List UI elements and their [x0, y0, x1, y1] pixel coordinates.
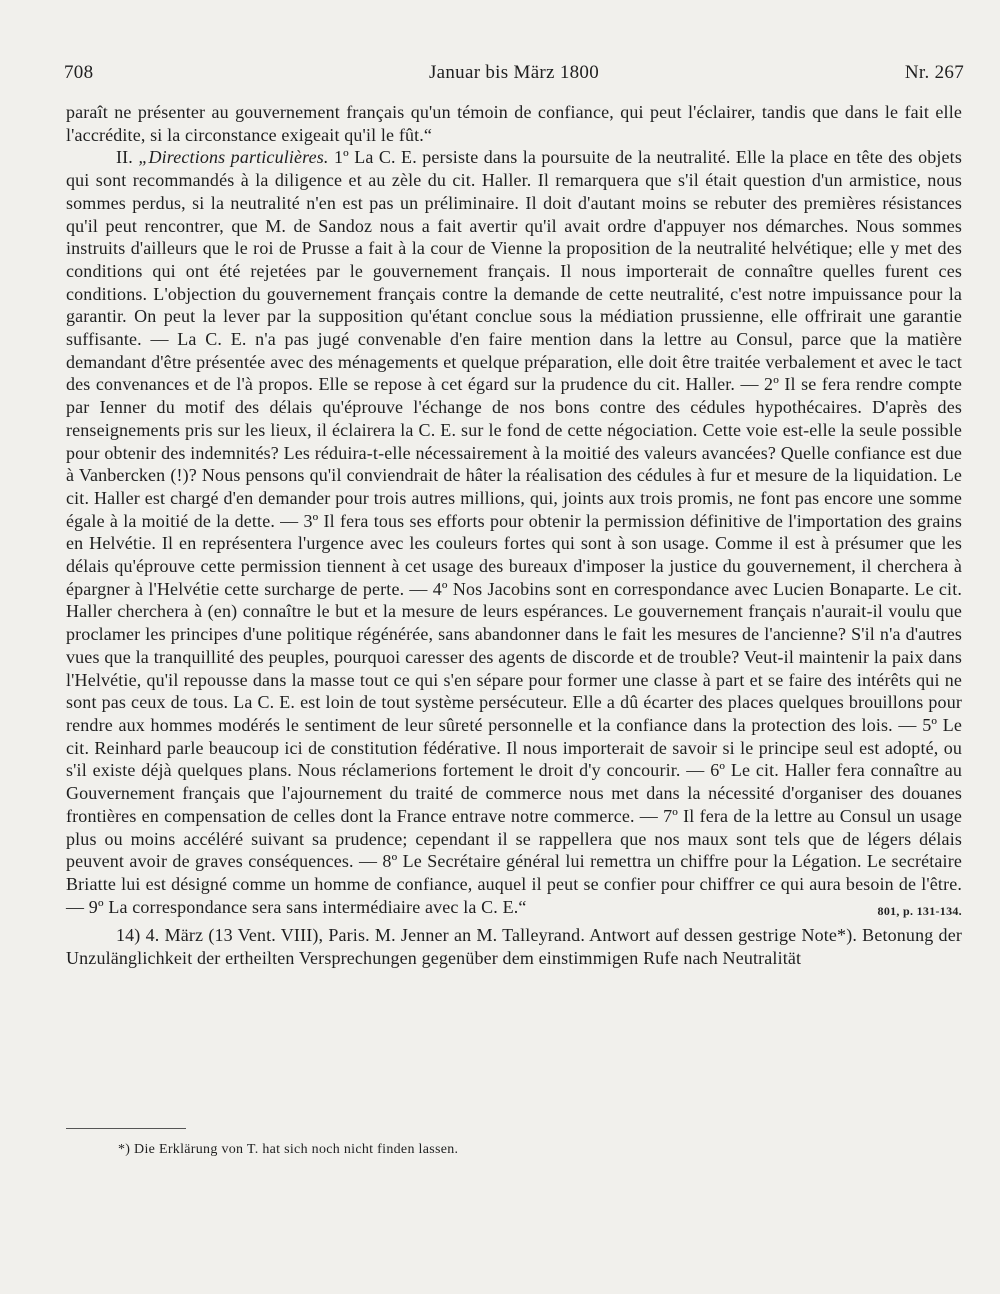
running-title: Januar bis März 1800 — [428, 62, 600, 83]
footnote: *) Die Erklärung von T. hat sich noch nicht finden lassen. — [118, 1142, 459, 1157]
page-number: 708 — [64, 62, 94, 83]
paragraph-body: 1º La C. E. persiste dans la poursuite de la neutralité. Elle la place en tête des objets qui sont recommandés à la diligence et au zèle du cit. Haller. Il remarquera que s'il était question d'un armistice, nous sommes perdus, si la neutralité n'en est pas un préliminaire. Il doit d'autant moins se rebuter des premières résistances qu'il peut rencontrer, que M. de Sandoz nous a fait avertir qu'il avait ordre d'appuyer nos démarches. Nous sommes instruits d'ailleurs que le roi de Prusse a fait à la cour de Vienne la proposition de la neutralité helvétique; elle y met des conditions qui ont été rejetées par le gouvernement français. Il nous importerait de connaître quelles furent ces conditions. L'objection du gouvernement français contre la demande de cette neutralité, c'est notre impuissance pour la garantir. On peut la lever par la supposition qu'étant conclue sous la médiation prussienne, elle offrirait une garantie suffisante. — La C. E. n'a pas jugé convenable d'en faire mention dans la lettre au Consul, parce que la matière demandant d'être présentée avec des ménagements et quelque préparation, elle doit être traitée verbalement et avec le tact des convenances et de l'à propos. Elle se repose à cet égard sur la prudence du cit. Haller. — 2º Il se fera rendre compte par Ienner du motif des délais qu'éprouve l'échange de nos bons contre des cédules hypothécaires. D'après des renseignements pris sur les lieux, il éclairera la C. E. sur le fond de cette négociation. Cette voie est-elle la seule possible pour obtenir des indemnités? Les réduira-t-elle nécessairement à la moitié des valeurs avancées? Quelle confiance est due à Vanbercken (!)? Nous pensons qu'il conviendrait de hâter la réalisation des cédules à fur et mesure de la liquidation. Le cit. Haller est chargé d'en demander pour trois autres millions, qui, joints aux trois promis, ne font pas encore une somme égale à la moitié de la dette. — 3º Il fera tous ses efforts pour obtenir la permission définitive de l'importation des grains en Helvétie. Il en représentera l'urgence avec les couleurs fortes qui sont à son usage. Comme il est à présumer que les délais qu'éprouve cette permission tiennent à cet usage des bureaux d'imposer la justice du gouvernement, il cherchera à épargner à l'Helvétie cette surcharge de perte. — 4º Nos Jacobins sont en correspondance avec Lucien Bonaparte. Le cit. Haller cherchera à (en) connaître le but et la mesure de leurs espérances. Le gouvernement français n'aurait-il voulu que proclamer les principes d'une politique régénérée, sans abandonner dans le fait les mesures de l'ancienne? S'il n'a d'autres vues que la tranquillité des peuples, pourquoi caresser des agents de discorde et de trouble? Veut-il maintenir la paix dans l'Helvétie, qu'il repousse dans la masse tout ce qui s'en sépare pour former une classe à part et se faire des intérêts qui ne sont pas ceux de tous. La C. E. est loin de tout système persécuteur. Elle a dû écarter des places quelques brouillons pour rendre aux hommes modérés le sentiment de leur sûreté personnelle et la confiance dans la protection des lois. — 5º Le cit. Reinhard parle beaucoup ici de constitution fédérative. Il nous importerait de savoir si le principe seul est adopté, ou s'il existe déjà quelques plans. Nous réclamerions fortement le droit d'y concourir. — 6º Le cit. Haller fera connaître au Gouvernement français que l'ajournement du traité de commerce nous met dans la nécessité d'organiser des douanes frontières en compensation de celles dont la France entrave notre commerce. — 7º Il fera de la lettre au Consul un usage plus ou moins accéléré suivant sa prudence; cependant il se rappellera que nos maux sont tels que de légers délais peuvent avoir de graves conséquences. — 8º Le Secrétaire général lui remettra un chiffre pour la Légation. Le secrétaire Briatte lui est désigné comme un homme de confiance, auquel il peut se confier pour chiffrer ce qui aura besoin de l'être. — 9º La correspondance sera sans intermédiaire avec la C. E.“ — [66, 147, 962, 917]
source-reference: 801, p. 131-134. — [877, 903, 962, 918]
section-numeral: II. — [116, 147, 139, 168]
paragraph-directions — [66, 146, 962, 918]
section-heading: „Directions particulières. — [138, 147, 329, 168]
footnote-rule — [66, 1128, 186, 1129]
paragraph-continuation: paraît ne présenter au gouvernement français qu'un témoin de confiance, qui peut l'éclairer, tandis que dans le fait elle l'accrédite, si la circonstance exigeait qu'il le fût.“ — [66, 102, 962, 145]
body-text — [66, 101, 962, 970]
document-entry: 14) 4. März (13 Vent. VIII), Paris. M. Jenner an M. Talleyrand. Antwort auf dessen gestrige Note*). Betonung der Unzulänglichkeit der ertheilten Versprechungen gegenüber dem einstimmigen Rufe nach Neutralität — [66, 925, 962, 969]
page-header — [64, 62, 964, 86]
document-number: Nr. 267 — [904, 62, 964, 83]
